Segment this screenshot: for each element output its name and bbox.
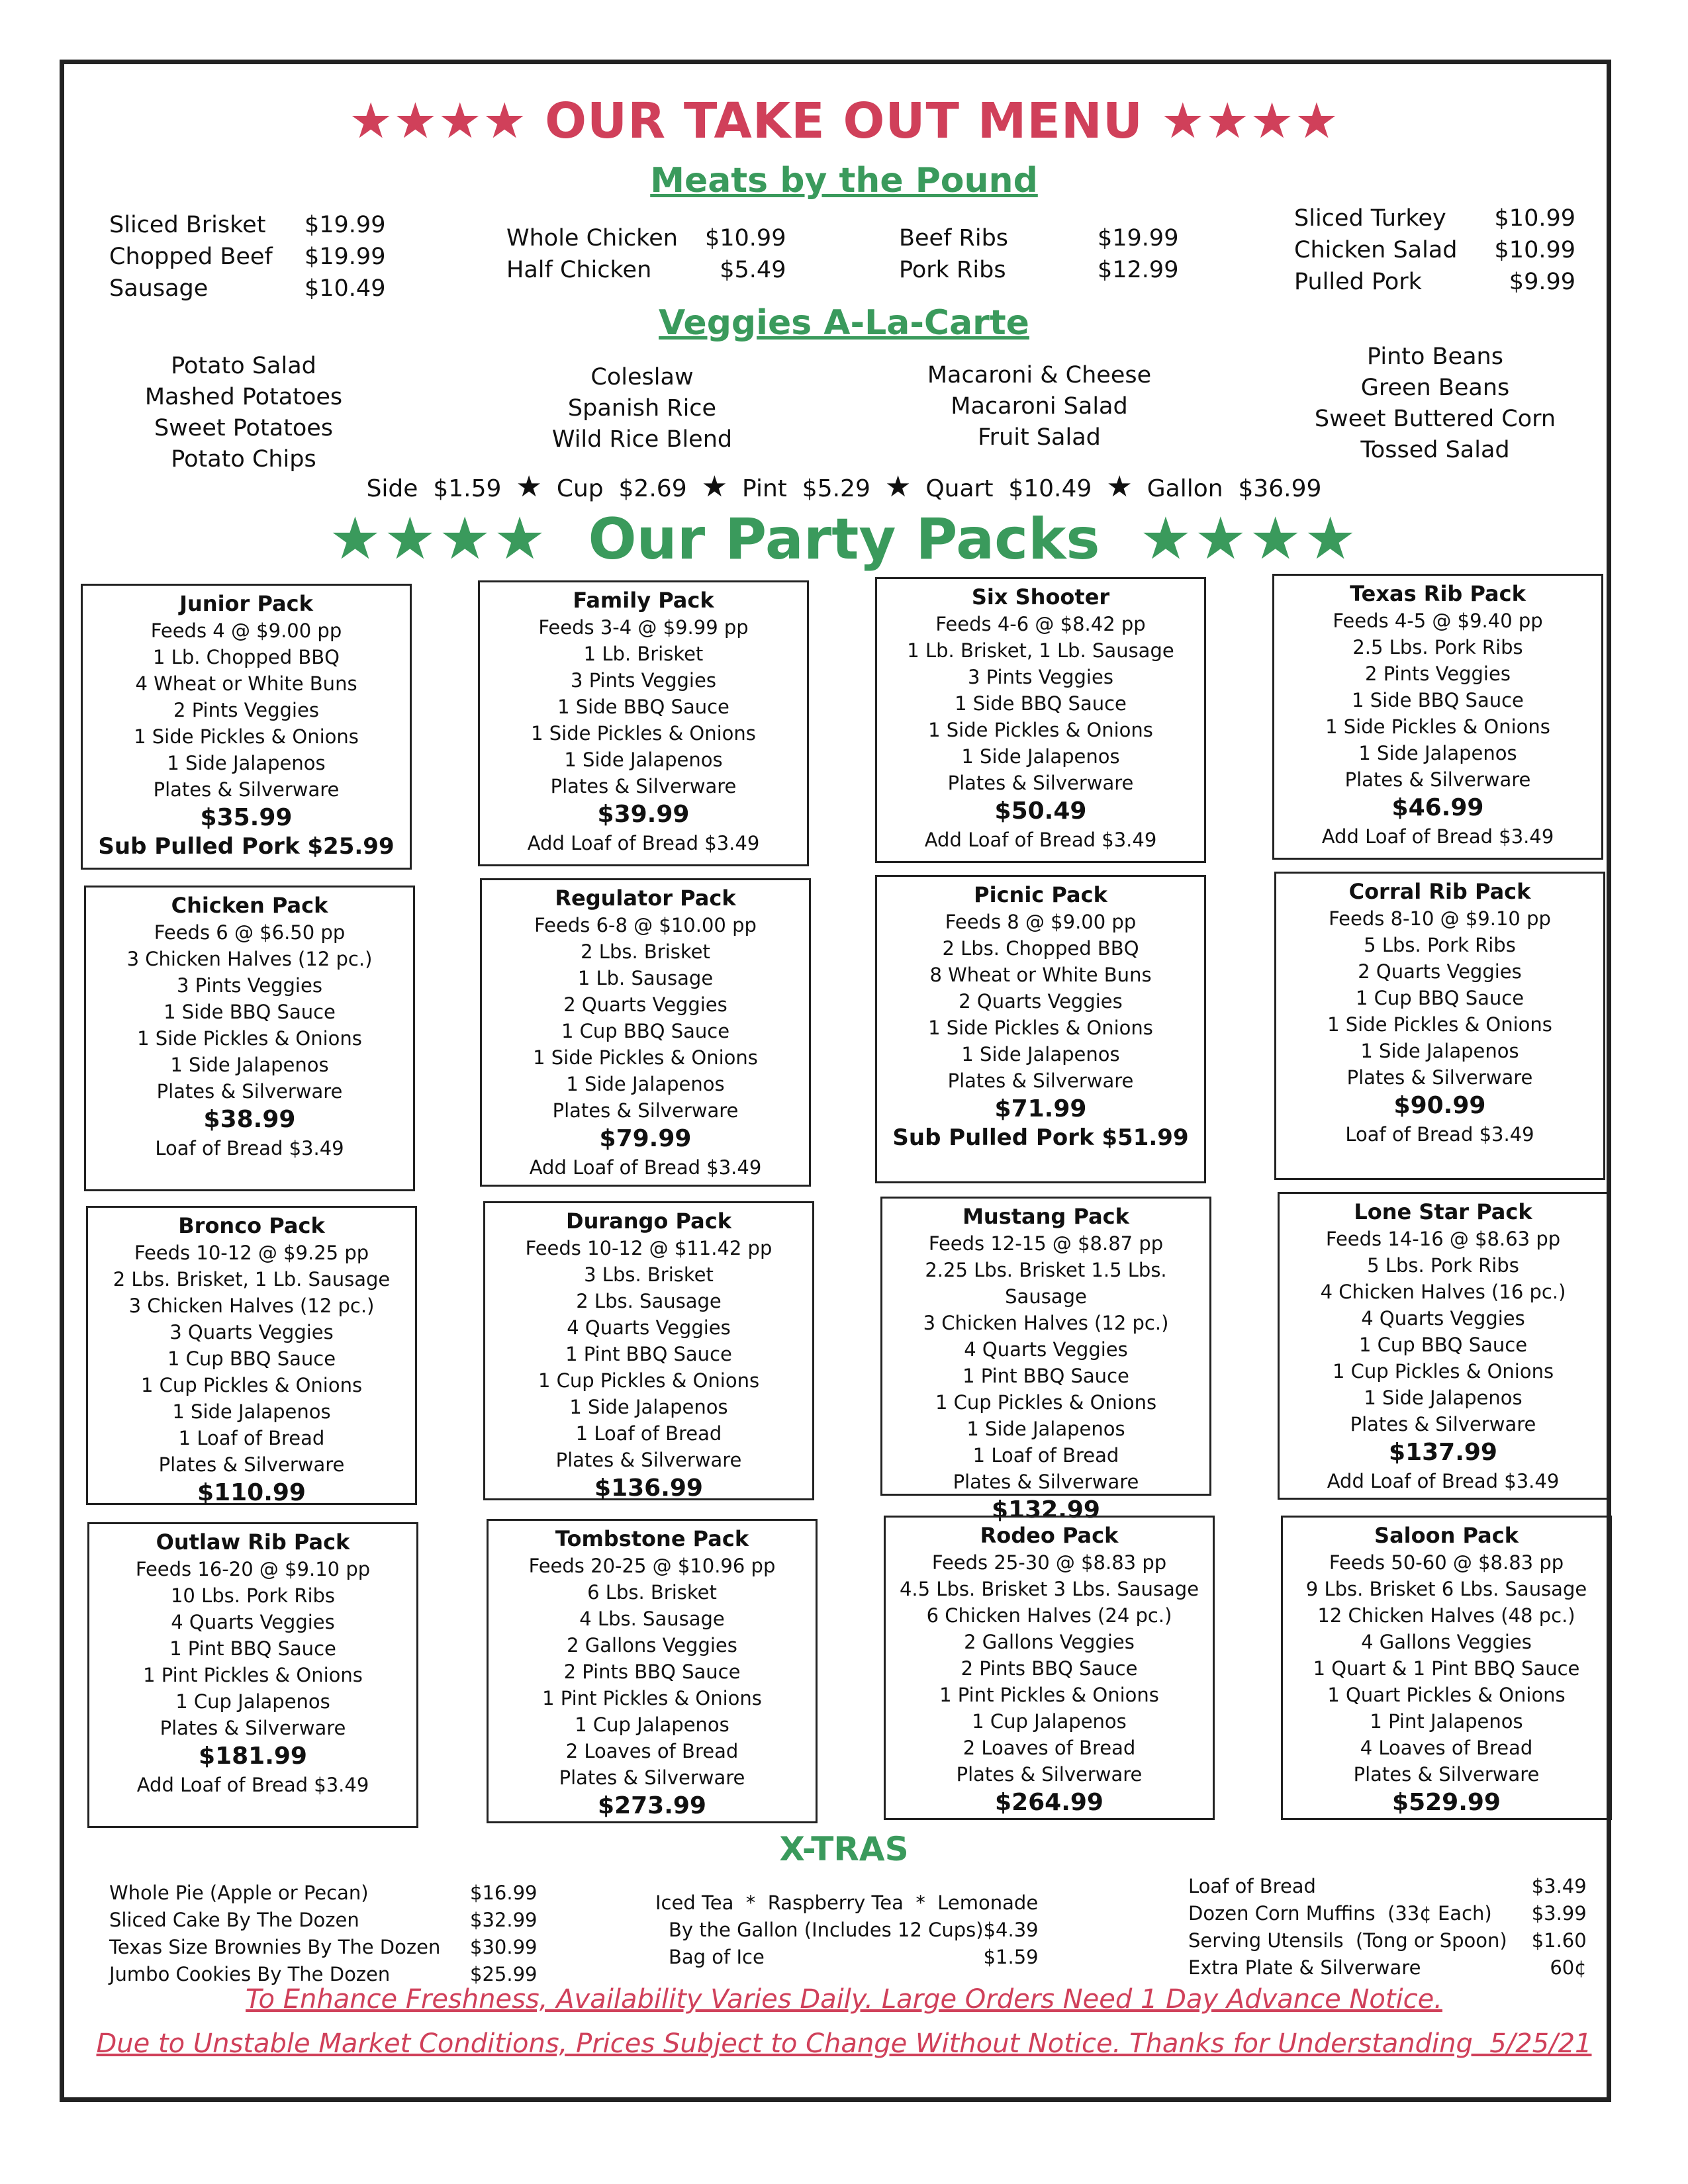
pack-line: Feeds 8 @ $9.00 pp xyxy=(945,911,1137,933)
veggies-group-3 xyxy=(907,360,1172,453)
xtra-item: Bag of Ice $1.59 xyxy=(669,1946,1039,1968)
pack-line: 1 Cup Jalapenos xyxy=(972,1710,1127,1733)
pack-line: Feeds 20-25 @ $10.96 pp xyxy=(528,1555,776,1577)
meat-item: Beef Ribs $19.99 xyxy=(899,225,1179,251)
pack-line: 1 Side Pickles & Onions xyxy=(533,1046,758,1069)
xtras-drinks xyxy=(655,1889,1039,1971)
pack-line: 1 Pint BBQ Sauce xyxy=(169,1637,336,1660)
pack-line: 1 Side Jalapenos xyxy=(564,749,723,771)
veggie-item: Coleslaw xyxy=(590,364,694,390)
veggie-item: Sweet Potatoes xyxy=(154,415,334,441)
size-side: Side $1.59 xyxy=(366,475,502,502)
pack-line: 1 Side Jalapenos xyxy=(569,1396,728,1418)
pack-line: 2 Lbs. Brisket xyxy=(581,940,710,963)
pack-line: Feeds 25-30 @ $8.83 pp xyxy=(931,1551,1167,1574)
veggie-item: Fruit Salad xyxy=(978,424,1101,451)
pack-name: Outlaw Rib Pack xyxy=(156,1529,350,1555)
pack-line: 1 Side Pickles & Onions xyxy=(1325,715,1550,738)
pack-line: 12 Chicken Halves (48 pc.) xyxy=(1317,1604,1575,1627)
xtra-item: Whole Pie (Apple or Pecan) $16.99 xyxy=(109,1882,538,1904)
pack-name: Six Shooter xyxy=(971,584,1110,610)
pack-line: 1 Side Jalapenos xyxy=(170,1054,329,1076)
meat-item: Sliced Brisket $19.99 xyxy=(109,212,386,238)
pack-line: Plates & Silverware xyxy=(947,1069,1134,1092)
xtra-item: Texas Size Brownies By The Dozen $30.99 xyxy=(109,1936,538,1958)
pack-price: $71.99 xyxy=(994,1095,1087,1122)
pack-name: Texas Rib Pack xyxy=(1350,581,1526,606)
pack-line: 1 Side Pickles & Onions xyxy=(137,1027,362,1050)
meats-group-4 xyxy=(1294,203,1575,298)
pack-line: 1 Side BBQ Sauce xyxy=(1352,689,1524,711)
pack-six-shooter xyxy=(875,577,1206,863)
pack-line: 4 Lbs. Sausage xyxy=(579,1608,725,1630)
drinks-title: Iced Tea * Raspberry Tea * Lemonade xyxy=(655,1891,1039,1914)
pack-line: Plates & Silverware xyxy=(160,1717,346,1739)
veggies-group-2 xyxy=(510,362,774,455)
pack-line: 5 Lbs. Pork Ribs xyxy=(1364,934,1516,956)
pack-line: Plates & Silverware xyxy=(1353,1763,1540,1786)
pack-line: Feeds 50-60 @ $8.83 pp xyxy=(1329,1551,1564,1574)
star-icon: ★ xyxy=(516,470,542,504)
pack-line: 4 Quarts Veggies xyxy=(1361,1307,1525,1330)
pack-line: 1 Pint BBQ Sauce xyxy=(962,1365,1129,1387)
pack-note: Loaf of Bread $3.49 xyxy=(155,1137,344,1160)
xtra-item: Sliced Cake By The Dozen $32.99 xyxy=(109,1909,538,1931)
meats-group-2 xyxy=(506,222,786,286)
pack-durango xyxy=(483,1201,814,1500)
pack-line: 2 Pints Veggies xyxy=(1365,662,1511,685)
pack-lone-star xyxy=(1278,1192,1609,1500)
pack-line: 1 Quart Pickles & Onions xyxy=(1327,1684,1566,1706)
pack-line: 2 Lbs. Sausage xyxy=(576,1290,722,1312)
pack-price: $132.99 xyxy=(992,1496,1100,1524)
pack-line: 3 Chicken Halves (12 pc.) xyxy=(126,948,373,970)
pack-name: Saloon Pack xyxy=(1374,1523,1519,1548)
pack-line: 1 Side Jalapenos xyxy=(1364,1387,1523,1409)
pack-line: 1 Side Jalapenos xyxy=(1360,1040,1519,1062)
pack-line: Feeds 6-8 @ $10.00 pp xyxy=(534,914,757,936)
pack-line: 1 Pint Jalapenos xyxy=(1370,1710,1523,1733)
pack-tombstone xyxy=(487,1519,818,1823)
veggies-heading: Veggies A-La-Carte xyxy=(659,303,1029,343)
xtra-item: By the Gallon (Includes 12 Cups) $4.39 xyxy=(669,1919,1039,1941)
pack-price: $136.99 xyxy=(594,1475,703,1502)
size-cup: Cup $2.69 xyxy=(556,475,687,502)
veggies-group-1 xyxy=(111,351,376,475)
veggie-item: Mashed Potatoes xyxy=(144,384,343,410)
party-packs-heading xyxy=(0,504,1688,572)
meats-group-3 xyxy=(899,222,1178,286)
meat-item: Half Chicken $5.49 xyxy=(506,257,786,283)
pack-line: 4 Quarts Veggies xyxy=(567,1316,731,1339)
pack-line: Plates & Silverware xyxy=(552,1099,739,1122)
veggie-item: Tossed Salad xyxy=(1360,437,1510,463)
meat-item: Sliced Turkey $10.99 xyxy=(1294,205,1575,232)
pack-line: 1 Side Jalapenos xyxy=(966,1418,1125,1440)
pack-line: 2 Quarts Veggies xyxy=(959,990,1123,1013)
size-pint: Pint $5.29 xyxy=(742,475,870,502)
stars-icon: ★★★★ xyxy=(328,504,549,572)
pack-line: Plates & Silverware xyxy=(153,778,340,801)
pack-line: 3 Pints Veggies xyxy=(571,669,716,692)
pack-line: Plates & Silverware xyxy=(947,772,1134,794)
stars-icon: ★★★★ xyxy=(1139,504,1360,572)
star-icon: ★ xyxy=(701,470,728,504)
pack-junior xyxy=(81,584,412,870)
xtra-item: Serving Utensils (Tong or Spoon) $1.60 xyxy=(1188,1929,1587,1952)
pack-line: 4.5 Lbs. Brisket 3 Lbs. Sausage xyxy=(899,1578,1199,1600)
pack-price: $90.99 xyxy=(1393,1092,1486,1119)
star-icon: ★ xyxy=(1106,470,1133,504)
pack-note: Add Loaf of Bread $3.49 xyxy=(1327,1470,1560,1492)
pack-line: Feeds 16-20 @ $9.10 pp xyxy=(135,1558,371,1580)
pack-line: 1 Side Jalapenos xyxy=(1358,742,1517,764)
pack-line: 1 Cup Jalapenos xyxy=(575,1713,729,1736)
pack-line: 1 Side Jalapenos xyxy=(961,1043,1120,1066)
pack-line: 1 Cup Pickles & Onions xyxy=(140,1374,363,1396)
menu-title: ★★★★ OUR TAKE OUT MENU ★★★★ xyxy=(348,93,1340,150)
pack-line: 2 Gallons Veggies xyxy=(567,1634,737,1657)
pack-price: $79.99 xyxy=(599,1125,692,1152)
veggies-group-4 xyxy=(1303,341,1568,466)
xtra-item: Jumbo Cookies By The Dozen $25.99 xyxy=(109,1963,538,1985)
pack-line: 1 Side Jalapenos xyxy=(961,745,1120,768)
pack-note: Add Loaf of Bread $3.49 xyxy=(529,1156,762,1179)
pack-line: Plates & Silverware xyxy=(559,1766,745,1789)
pack-note: Add Loaf of Bread $3.49 xyxy=(527,832,760,854)
pack-line: Plates & Silverware xyxy=(1344,768,1531,791)
pack-line: 9 Lbs. Brisket 6 Lbs. Sausage xyxy=(1305,1578,1587,1600)
pack-name: Family Pack xyxy=(573,588,714,613)
pack-line: 1 Lb. Brisket, 1 Lb. Sausage xyxy=(907,639,1174,662)
meat-item: Sausage $10.49 xyxy=(109,275,386,302)
pack-line: 2 Gallons Veggies xyxy=(964,1631,1135,1653)
pack-line: 2 Quarts Veggies xyxy=(1358,960,1522,983)
pack-line: 6 Chicken Halves (24 pc.) xyxy=(926,1604,1172,1627)
pack-price: $38.99 xyxy=(203,1106,296,1133)
pack-name: Picnic Pack xyxy=(974,882,1107,907)
pack-line: 1 Pint Pickles & Onions xyxy=(542,1687,762,1709)
veggie-item: Pinto Beans xyxy=(1367,343,1503,370)
pack-note: Add Loaf of Bread $3.49 xyxy=(1321,825,1554,848)
footer-notice-freshness: To Enhance Freshness, Availability Varies Daily. Large Orders Need 1 Day Advance Notice. xyxy=(246,1984,1442,2015)
pack-line: Plates & Silverware xyxy=(953,1471,1139,1493)
pack-line: 4 Gallons Veggies xyxy=(1361,1631,1532,1653)
pack-outlaw-rib xyxy=(87,1522,418,1828)
meat-item: Pulled Pork $9.99 xyxy=(1294,269,1575,295)
pack-line: Feeds 3-4 @ $9.99 pp xyxy=(538,616,749,639)
pack-line: 1 Side Pickles & Onions xyxy=(928,1017,1153,1039)
pack-line: 1 Side Pickles & Onions xyxy=(531,722,756,745)
pack-line: 1 Side Pickles & Onions xyxy=(1327,1013,1552,1036)
pack-price: $50.49 xyxy=(994,797,1087,825)
pack-note: Sub Pulled Pork $25.99 xyxy=(98,833,395,860)
pack-line: 6 Lbs. Brisket xyxy=(587,1581,717,1604)
meat-item: Chopped Beef $19.99 xyxy=(109,244,386,270)
pack-note: Add Loaf of Bread $3.49 xyxy=(924,829,1157,851)
pack-corral-rib xyxy=(1274,872,1605,1180)
veggie-item: Sweet Buttered Corn xyxy=(1314,406,1556,432)
pack-name: Mustang Pack xyxy=(962,1204,1129,1229)
star-icon: ★ xyxy=(884,470,912,504)
pack-line: Plates & Silverware xyxy=(555,1449,742,1471)
pack-line: 1 Loaf of Bread xyxy=(178,1427,325,1449)
pack-line: 2 Lbs. Chopped BBQ xyxy=(942,937,1139,960)
pack-line: 2 Quarts Veggies xyxy=(563,993,727,1016)
size-gallon: Gallon $36.99 xyxy=(1147,475,1322,502)
party-packs-title: Our Party Packs xyxy=(588,506,1100,572)
pack-line: 3 Chicken Halves (12 pc.) xyxy=(923,1312,1169,1334)
pack-name: Corral Rib Pack xyxy=(1348,879,1531,904)
pack-name: Bronco Pack xyxy=(178,1213,325,1238)
meat-item: Whole Chicken $10.99 xyxy=(506,225,786,251)
meat-item: Chicken Salad $10.99 xyxy=(1294,237,1575,263)
veggie-item: Potato Salad xyxy=(171,353,316,379)
pack-line: 1 Side BBQ Sauce xyxy=(164,1001,336,1023)
pack-price: $46.99 xyxy=(1391,794,1484,821)
pack-line: 1 Side Pickles & Onions xyxy=(928,719,1153,741)
pack-line: 4 Quarts Veggies xyxy=(964,1338,1128,1361)
pack-line: Plates & Silverware xyxy=(1346,1066,1533,1089)
pack-chicken xyxy=(84,886,415,1191)
pack-price: $529.99 xyxy=(1392,1789,1501,1816)
meat-item: Pork Ribs $12.99 xyxy=(899,257,1179,283)
meats-group-1 xyxy=(109,209,385,304)
pack-price: $273.99 xyxy=(598,1792,706,1819)
pack-line: 1 Cup Pickles & Onions xyxy=(1332,1360,1554,1383)
veggie-item: Green Beans xyxy=(1360,375,1510,401)
pack-line: 2 Pints BBQ Sauce xyxy=(563,1661,741,1683)
pack-line: Plates & Silverware xyxy=(550,775,737,797)
pack-line: Feeds 12-15 @ $8.87 pp xyxy=(928,1232,1164,1255)
pack-line: 1 Side BBQ Sauce xyxy=(557,696,729,718)
pack-line: 1 Lb. Brisket xyxy=(583,643,704,665)
xtras-extras xyxy=(1188,1873,1587,1981)
meats-heading: Meats by the Pound xyxy=(650,161,1038,201)
pack-line: 1 Pint Pickles & Onions xyxy=(939,1684,1159,1706)
pack-price: $264.99 xyxy=(995,1789,1103,1816)
pack-line: 2.25 Lbs. Brisket 1.5 Lbs. Sausage xyxy=(925,1259,1167,1308)
pack-line: 1 Loaf of Bread xyxy=(575,1422,722,1445)
veggie-item: Spanish Rice xyxy=(567,395,717,422)
pack-line: 3 Pints Veggies xyxy=(177,974,322,997)
size-quart: Quart $10.49 xyxy=(925,475,1092,502)
pack-price: $137.99 xyxy=(1389,1439,1497,1466)
pack-note: Add Loaf of Bread $3.49 xyxy=(136,1774,369,1796)
pack-name: Regulator Pack xyxy=(555,886,736,911)
pack-line: Feeds 4-5 @ $9.40 pp xyxy=(1333,610,1543,632)
xtra-item: Dozen Corn Muffins (33¢ Each) $3.99 xyxy=(1188,1902,1587,1925)
pack-line: 1 Quart & 1 Pint BBQ Sauce xyxy=(1313,1657,1580,1680)
veggie-item: Potato Chips xyxy=(171,446,316,473)
pack-line: 1 Cup BBQ Sauce xyxy=(561,1020,730,1042)
footer-notice-prices: Due to Unstable Market Conditions, Prices Subject to Change Without Notice. Thanks for Understanding 5/25/21 xyxy=(96,2028,1592,2059)
pack-price: $35.99 xyxy=(200,804,293,831)
pack-line: 2 Pints Veggies xyxy=(173,699,319,721)
pack-regulator xyxy=(480,878,811,1187)
pack-line: 4 Wheat or White Buns xyxy=(135,672,357,695)
pack-name: Tombstone Pack xyxy=(555,1526,749,1551)
pack-line: 1 Side Pickles & Onions xyxy=(134,725,359,748)
pack-line: 3 Lbs. Brisket xyxy=(584,1263,714,1286)
pack-line: 2.5 Lbs. Pork Ribs xyxy=(1352,636,1523,659)
pack-saloon xyxy=(1281,1516,1612,1820)
pack-line: 1 Side BBQ Sauce xyxy=(955,692,1127,715)
pack-line: 4 Loaves of Bread xyxy=(1360,1737,1533,1759)
pack-line: Feeds 10-12 @ $9.25 pp xyxy=(134,1242,369,1264)
pack-line: 2 Pints BBQ Sauce xyxy=(961,1657,1138,1680)
pack-line: 1 Cup BBQ Sauce xyxy=(167,1347,336,1370)
pack-mustang xyxy=(880,1197,1211,1524)
pack-line: 4 Chicken Halves (16 pc.) xyxy=(1320,1281,1566,1303)
pack-bronco xyxy=(86,1206,417,1505)
pack-line: 1 Pint Pickles & Onions xyxy=(143,1664,363,1686)
veggie-item: Macaroni Salad xyxy=(951,393,1128,420)
pack-line: 1 Loaf of Bread xyxy=(972,1444,1119,1467)
pack-line: 3 Quarts Veggies xyxy=(169,1321,334,1343)
pack-line: 1 Cup Pickles & Onions xyxy=(935,1391,1157,1414)
pack-name: Durango Pack xyxy=(566,1208,731,1234)
xtra-item: Extra Plate & Silverware 60¢ xyxy=(1188,1956,1587,1979)
pack-name: Rodeo Pack xyxy=(980,1523,1119,1548)
pack-line: 1 Pint BBQ Sauce xyxy=(565,1343,732,1365)
pack-line: 4 Quarts Veggies xyxy=(171,1611,335,1633)
pack-price: $181.99 xyxy=(199,1743,307,1770)
pack-line: Feeds 14-16 @ $8.63 pp xyxy=(1325,1228,1561,1250)
pack-line: 8 Wheat or White Buns xyxy=(929,964,1152,986)
veggie-item: Wild Rice Blend xyxy=(551,426,733,453)
pack-line: Feeds 6 @ $6.50 pp xyxy=(154,921,346,944)
pack-line: Feeds 4 @ $9.00 pp xyxy=(150,619,342,642)
pack-note: Loaf of Bread $3.49 xyxy=(1345,1123,1534,1146)
pack-price: $39.99 xyxy=(597,801,690,828)
pack-line: Feeds 10-12 @ $11.42 pp xyxy=(525,1237,773,1259)
pack-line: 1 Lb. Sausage xyxy=(577,967,714,989)
pack-line: Plates & Silverware xyxy=(158,1453,345,1476)
pack-line: 2 Loaves of Bread xyxy=(962,1737,1136,1759)
pack-line: 1 Side Jalapenos xyxy=(566,1073,725,1095)
pack-line: 1 Lb. Chopped BBQ xyxy=(153,646,340,668)
veggie-item: Macaroni & Cheese xyxy=(927,362,1152,388)
pack-line: 5 Lbs. Pork Ribs xyxy=(1367,1254,1519,1277)
pack-line: 1 Side Jalapenos xyxy=(172,1400,331,1423)
pack-name: Junior Pack xyxy=(179,591,313,616)
pack-line: 2 Loaves of Bread xyxy=(565,1740,739,1762)
pack-line: Feeds 4-6 @ $8.42 pp xyxy=(935,613,1146,635)
pack-line: Feeds 8-10 @ $9.10 pp xyxy=(1329,907,1551,930)
pack-line: 1 Side Jalapenos xyxy=(167,752,326,774)
pack-line: 2 Lbs. Brisket, 1 Lb. Sausage xyxy=(113,1268,391,1291)
veggie-sizes xyxy=(0,470,1688,504)
pack-line: 1 Cup Pickles & Onions xyxy=(538,1369,760,1392)
pack-line: 1 Cup Jalapenos xyxy=(175,1690,330,1713)
pack-family xyxy=(478,580,809,866)
pack-line: 3 Chicken Halves (12 pc.) xyxy=(128,1295,375,1317)
pack-line: 10 Lbs. Pork Ribs xyxy=(170,1584,336,1607)
pack-name: Lone Star Pack xyxy=(1354,1199,1532,1224)
pack-line: 1 Cup BBQ Sauce xyxy=(1355,987,1524,1009)
pack-rodeo xyxy=(884,1516,1215,1820)
pack-line: 3 Pints Veggies xyxy=(968,666,1113,688)
xtras-heading: X-TRAS xyxy=(779,1830,909,1868)
pack-line: Plates & Silverware xyxy=(956,1763,1143,1786)
pack-line: Plates & Silverware xyxy=(156,1080,343,1103)
pack-picnic xyxy=(875,875,1206,1183)
pack-note: Sub Pulled Pork $51.99 xyxy=(892,1124,1189,1151)
pack-name: Chicken Pack xyxy=(171,893,328,918)
xtra-item: Loaf of Bread $3.49 xyxy=(1188,1875,1587,1897)
pack-price: $110.99 xyxy=(197,1479,306,1506)
pack-line: 1 Cup BBQ Sauce xyxy=(1358,1334,1528,1356)
xtras-desserts xyxy=(109,1880,537,1988)
pack-line: Plates & Silverware xyxy=(1350,1413,1536,1435)
pack-texas-rib xyxy=(1272,574,1603,860)
